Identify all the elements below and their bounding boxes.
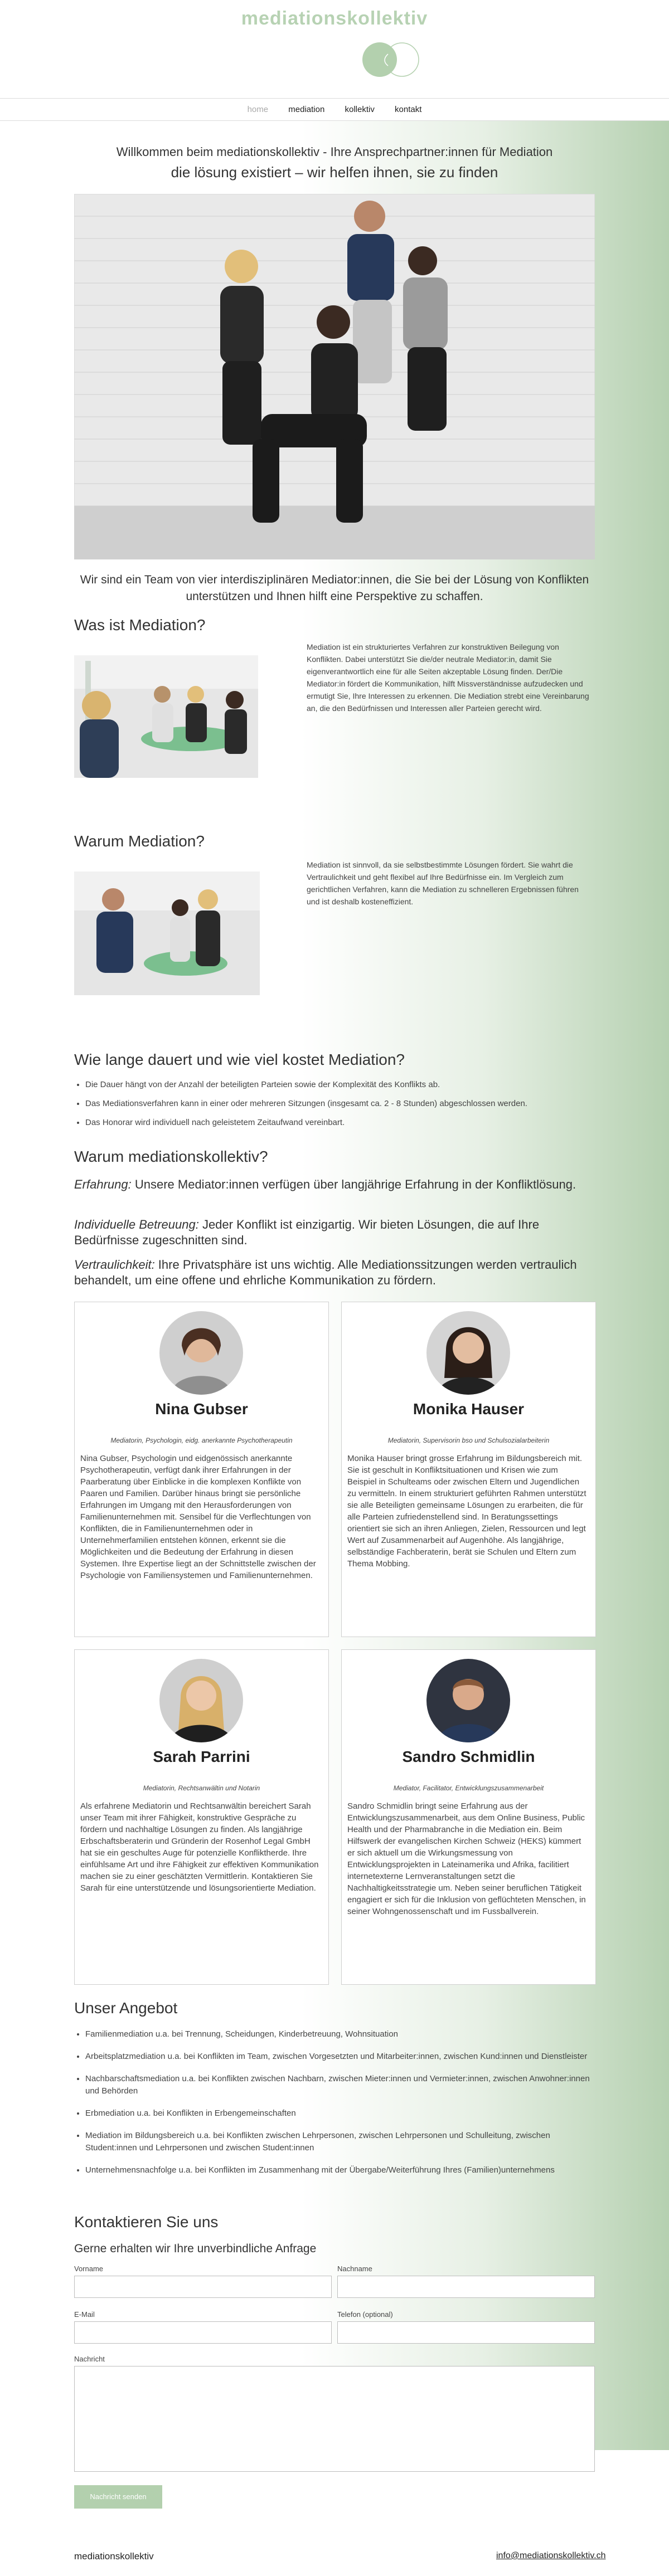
why-mediation-text: Mediation ist sinnvoll, da sie selbstbestimmte Lösungen fördert. Sie wahrt die Vertraulichkeit und geht flexibel auf Ihre Bedürfnisse ein. Im Vergleich zum gerichtlichen Verfahren, kann die Mediation zu schnelleren Ergebnissen führen und ist deshalb kosteneffizient.: [307, 860, 579, 906]
last-name-label: Nachname: [337, 2265, 372, 2273]
email-input[interactable]: [74, 2321, 332, 2344]
offer-list: [74, 2028, 595, 2187]
why-us-heading: Warum mediationskollektiv?: [74, 1148, 268, 1165]
why-us-term: Erfahrung:: [74, 1177, 132, 1191]
first-name-input[interactable]: [74, 2276, 332, 2298]
why-us-term: Vertraulichkeit:: [74, 1258, 155, 1272]
welcome-tagline: die lösung existiert – wir helfen ihnen, sie zu finden: [171, 164, 498, 181]
list-item: • Familienmediation u.a. bei Trennung, Scheidungen, Kinderbetreuung, Wohnsituation: [85, 2028, 595, 2041]
list-item: • Mediation im Bildungsbereich u.a. bei Konflikten zwischen Lehrpersonen, zwischen Lehrpersonen und Schulleitung, zwischen Student:innen und Lehrpersonen und zwischen Student:innen: [85, 2130, 595, 2154]
offer-section: [74, 1999, 595, 2017]
member-name: Monika Hauser: [413, 1400, 525, 1418]
nav-item-kollektiv[interactable]: kollektiv: [345, 105, 375, 114]
why-us-item-individual: [74, 1217, 595, 1248]
what-heading: Was ist Mediation?: [74, 616, 206, 634]
member-bio: Sandro Schmidlin bringt seine Erfahrung aus der Entwicklungszusammenarbeit, aus dem Online Business, Public Health und der Pharmabranche in die Mediation ein. Beim Hilfswerk der evangelischen Kirchen Schweiz (HEKS) kümmert er sich aktuell um die Wirkungsmessung von Entwicklungsprojekten in Lateinamerika und Afrika, facilitiert internetexterne Lernveranstaltungen setzt die Nachhaltigkeitsstrategie um. Neben seiner beruflichen Tätigkeit engagiert er sich für die Inklusion von geflüchteten Menschen, in seiner Wohngenossenschaft und im Fussballverein.: [347, 1801, 586, 1916]
main-nav: [0, 99, 669, 120]
team-card-sandro: [341, 1649, 596, 1985]
offer-heading: Unser Angebot: [74, 1999, 178, 2017]
footer-email-link[interactable]: info@mediationskollektiv.ch: [496, 2551, 606, 2560]
list-item: • Arbeitsplatzmediation u.a. bei Konflikten im Team, zwischen Vorgesetzten und Mitarbeiter:innen, zwischen Kund:innen und Dienstleister: [85, 2051, 595, 2063]
site-footer: [0, 2519, 669, 2576]
list-item: • Das Mediationsverfahren kann in einer oder mehreren Sitzungen (insgesamt ca. 2 - 8 Stunden) abgeschlossen werden.: [85, 1094, 595, 1113]
message-label: Nachricht: [74, 2355, 105, 2363]
member-role: Mediatorin, Psychologin, eidg. anerkannte Psychotherapeutin: [110, 1436, 293, 1444]
mediation-photo-1: [74, 655, 258, 778]
submit-button[interactable]: Nachricht senden: [74, 2485, 162, 2509]
list-item: • Die Dauer hängt von der Anzahl der beteiligten Parteien sowie der Komplexität des Konflikts ab.: [85, 1075, 595, 1094]
footer-brand: mediationskollektiv: [74, 2551, 154, 2562]
nav-item-mediation[interactable]: mediation: [288, 105, 325, 114]
why-us-text: Ihre Privatsphäre ist uns wichtig. Alle Mediationssitzungen werden vertraulich behandelt, um eine offene und ehrliche Kommunikation zu fördern.: [74, 1258, 577, 1287]
member-bio: Monika Hauser bringt grosse Erfahrung im Bildungsbereich mit. Sie ist geschult in Konfliktsituationen und Krisen wie zum Beispiel in Schulteams oder zwischen Eltern und Jugendlichen zu vermitteln. In einem strukturiert geführten Rahmen unterstützt sie alle Beteiligten gemeinsame Lösungen zu erarbeiten, die für alle Parteien zufriedenstellend sind. In Beratungssettings orientiert sie sich an ihren Anliegen, Zielen, Ressourcen und legt Wert auf Zusammenarbeit auf Augenhöhe. Als langjährige, selbständige Fachberaterin, berät sie Schulen und Eltern zum Thema Mobbing.: [347, 1454, 586, 1569]
team-card-nina: [74, 1302, 329, 1637]
member-name: Nina Gubser: [155, 1400, 248, 1418]
mediation-photo-2: [74, 871, 260, 995]
member-bio: Als erfahrene Mediatorin und Rechtsanwältin bereichert Sarah unser Team mit ihrer Fähigkeit, konstruktive Gespräche zu fördern und nachhaltige Lösungen zu finden. Als langjährige Erbschaftsberaterin und Gründerin der Rosenhof Legal GmbH hat sie ein geschultes Auge für potenzielle Konfliktherde. Ihre einfühlsame Art und ihre Fähigkeit zur effektiven Kommunikation machen sie zu einer geschätzten Vermittlerin. Kontaktieren Sie Sarah für eine unterstützende und lösungsorientierte Mediation.: [80, 1801, 319, 1893]
list-item: • Erbmediation u.a. bei Konflikten in Erbengemeinschaften: [85, 2107, 595, 2120]
list-item: • Unternehmensnachfolge u.a. bei Konflikten im Zusammenhang mit der Übergabe/Weiterführung Ihres (Familien)unternehmens: [85, 2164, 595, 2176]
nav-divider-top: [0, 98, 669, 99]
why-us-text: Unsere Mediator:innen verfügen über langjährige Erfahrung in der Konfliktlösung.: [131, 1177, 576, 1191]
what-text: Mediation ist ein strukturiertes Verfahren zur konstruktiven Beilegung von Konflikten. Dabei unterstützt Sie die/der neutrale Mediator:in, damit Sie eigenverantwortlich eine für alle Seiten akzeptable Lösung finden. Der/Die Mediator:in fördert die Kommunikation, hilft Missverständnisse aufzudecken und ermutigt Sie, Ihre Interessen zu erkennen. Die Mediation strebt eine Vereinbarung an, die den Bedürfnissen und Interessen aller Parteien gerecht wird.: [307, 642, 589, 713]
team-card-sarah: [74, 1649, 329, 1985]
avatar: [159, 1659, 243, 1742]
avatar: [426, 1659, 510, 1742]
nav-item-kontakt[interactable]: kontakt: [395, 105, 422, 114]
why-us-item-experience: [74, 1177, 595, 1192]
last-name-input[interactable]: [337, 2276, 595, 2298]
site-title[interactable]: mediationskollektiv: [241, 8, 428, 29]
contact-heading: Kontaktieren Sie uns: [74, 2213, 219, 2231]
avatar: [159, 1311, 243, 1395]
welcome-title: Willkommen beim mediationskollektiv - Ihre Ansprechpartner:innen für Mediation: [116, 145, 553, 159]
member-role: Mediator, Facilitator, Entwicklungszusammenarbeit: [393, 1784, 544, 1792]
nav-item-home[interactable]: home: [247, 105, 269, 114]
why-us-text: Jeder Konflikt ist einzigartig. Wir bieten Lösungen, die auf Ihre Bedürfnisse zugeschnitten sind.: [74, 1218, 540, 1247]
team-card-monika: [341, 1302, 596, 1637]
what-section: [74, 616, 595, 634]
why-us-term: Individuelle Betreuung:: [74, 1218, 199, 1231]
avatar: [426, 1311, 510, 1395]
email-label: E-Mail: [74, 2310, 95, 2319]
member-bio: Nina Gubser, Psychologin und eidgenössisch anerkannte Psychotherapeutin, verfügt dank ihrer Erfahrungen in der Paarberatung über Einblicke in die komplexen Konflikte von Paaren und Familien. Darüber hinaus bringt sie persönliche Erfahrungen im Umgang mit den Herausforderungen von Familienunternehmen mit. Sensibel für die Verflechtungen von Konflikten, die in Familienunternehmen oder in Unternehmerfamilien entstehen können, erkennt sie die Möglichkeiten und die Bedeutung der Erfahrung in diesen Systemen. Ihre Expertise liegt an der Schnittstelle zwischen der Psychologie von Familiensystemen und Familienunternehmen.: [80, 1454, 316, 1580]
why-us-section: [74, 1148, 595, 1166]
cost-heading: Wie lange dauert und wie viel kostet Mediation?: [74, 1051, 405, 1068]
member-role: Mediatorin, Supervisorin bso und Schulsozialarbeiterin: [387, 1436, 550, 1444]
list-item: • Das Honorar wird individuell nach geleistetem Zeitaufwand vereinbart.: [85, 1113, 595, 1132]
logo-circles-icon[interactable]: [361, 41, 420, 78]
message-textarea[interactable]: [74, 2366, 595, 2472]
contact-section: [74, 2213, 595, 2231]
contact-subheading: Gerne erhalten wir Ihre unverbindliche Anfrage: [74, 2242, 317, 2255]
phone-label: Telefon (optional): [337, 2310, 393, 2319]
why-mediation-heading: Warum Mediation?: [74, 832, 205, 850]
intro-text: Wir sind ein Team von vier interdisziplinären Mediator:innen, die Sie bei der Lösung von Konflikten unterstützen und Ihnen hilft eine Perspektive zu schaffen.: [80, 573, 589, 603]
member-role: Mediatorin, Rechtsanwältin und Notarin: [143, 1784, 260, 1792]
team-hero-photo: [74, 194, 595, 559]
phone-input[interactable]: [337, 2321, 595, 2344]
list-item: • Nachbarschaftsmediation u.a. bei Konflikten zwischen Nachbarn, zwischen Mieter:innen und Vermieter:innen, zwischen Anwohner:innen und Behörden: [85, 2073, 595, 2097]
member-name: Sandro Schmidlin: [402, 1748, 535, 1765]
cost-section: [74, 1051, 595, 1132]
why-mediation-section: [74, 832, 595, 850]
member-name: Sarah Parrini: [153, 1748, 250, 1765]
cost-list: [74, 1075, 595, 1132]
first-name-label: Vorname: [74, 2265, 104, 2273]
site-header: [0, 0, 669, 99]
why-us-item-confidentiality: [74, 1257, 595, 1288]
